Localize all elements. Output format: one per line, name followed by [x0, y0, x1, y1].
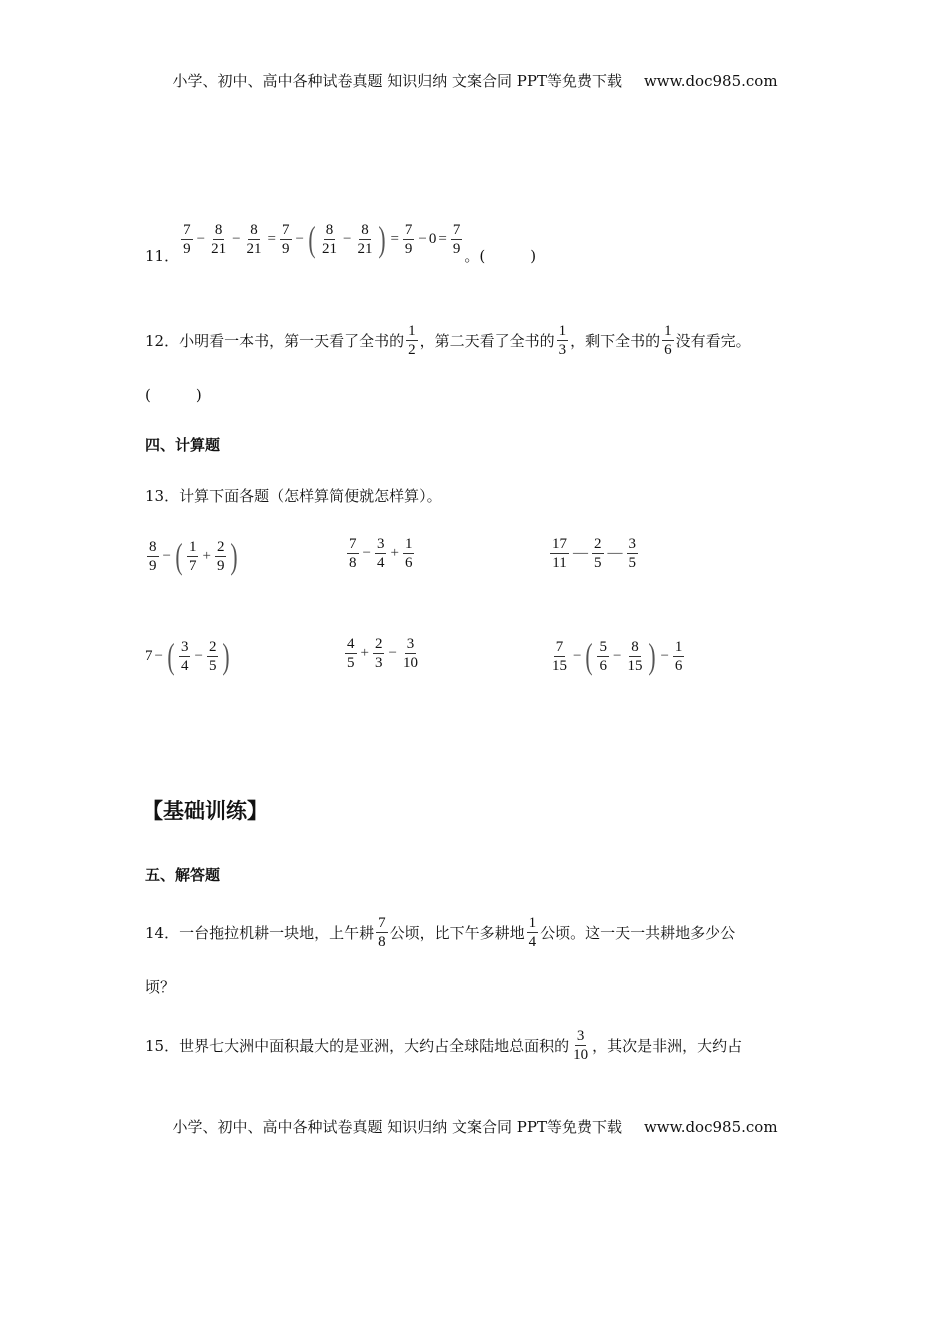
- denominator: 8: [378, 934, 386, 950]
- fraction: [376, 914, 388, 951]
- operator: −: [295, 230, 304, 247]
- numerator: 7: [555, 638, 564, 655]
- denominator: 2: [408, 342, 416, 358]
- denominator: 6: [599, 657, 607, 674]
- question-text: 15．世界七大洲中面积最大的是亚洲，大约占全球陆地总面积的: [145, 1037, 570, 1055]
- denominator: 6: [404, 555, 413, 571]
- fraction: [355, 221, 374, 258]
- operator: −: [232, 230, 241, 247]
- parenthesis: (: [308, 219, 316, 259]
- page-header: [0, 70, 950, 91]
- denominator: 11: [552, 555, 567, 571]
- denominator: 9: [216, 557, 225, 574]
- fraction: [406, 322, 418, 359]
- fraction: [527, 914, 539, 951]
- parenthesis: ): [222, 636, 231, 676]
- operator: −: [194, 647, 203, 664]
- numerator: 2: [208, 638, 217, 655]
- operator: +: [390, 545, 399, 561]
- footer-url[interactable]: www.doc985.com: [643, 1118, 778, 1136]
- question-text: 公顷，比下午多耕地: [389, 924, 525, 942]
- section-heading: 四、计算题: [145, 436, 221, 454]
- header-url[interactable]: www.doc985.com: [643, 72, 778, 90]
- header-text: 小学、初中、高中各种试卷真题 知识归纳 文案合同 PPT等免费下载: [172, 72, 622, 90]
- operator: =: [267, 230, 276, 247]
- question-text: 公顷。这一天一共耕地多少公: [540, 924, 736, 942]
- fraction: [147, 538, 159, 575]
- training-title: 【基础训练】: [142, 799, 268, 823]
- operator: −: [418, 230, 427, 247]
- operator: −: [162, 547, 171, 564]
- math-expression: [345, 535, 416, 572]
- numerator: 8: [325, 221, 334, 238]
- fraction: [557, 322, 569, 359]
- question-text: 顷？: [145, 978, 176, 996]
- operator: +: [360, 645, 369, 661]
- operator: −: [342, 230, 352, 247]
- fraction: [187, 538, 199, 575]
- denominator: 5: [208, 657, 217, 674]
- operator: −: [612, 647, 622, 664]
- numerator: 1: [408, 323, 416, 339]
- fraction: [592, 535, 604, 572]
- fraction: [245, 221, 264, 258]
- parenthesis: ): [648, 636, 657, 676]
- numerator: 1: [664, 323, 672, 339]
- denominator: 5: [594, 555, 602, 571]
- denominator: 4: [376, 555, 385, 571]
- footer-text: 小学、初中、高中各种试卷真题 知识归纳 文案合同 PPT等免费下载: [172, 1118, 622, 1136]
- denominator: 6: [664, 342, 672, 358]
- parenthesis: ): [378, 219, 387, 259]
- math-expression: [145, 535, 240, 577]
- denominator: 3: [374, 655, 383, 671]
- fraction: [403, 535, 415, 572]
- section-heading: 五、解答题: [145, 866, 221, 884]
- operator: −: [660, 647, 669, 664]
- denominator: 9: [452, 240, 461, 257]
- numerator: 3: [180, 638, 189, 655]
- numerator: 7: [282, 221, 290, 238]
- question-12: [145, 322, 751, 359]
- parenthesis: (: [167, 636, 175, 676]
- question-number: 12．: [145, 332, 180, 350]
- fraction: [280, 221, 292, 258]
- question-14: [145, 914, 735, 951]
- numerator: 8: [361, 221, 369, 238]
- question-text: 没有看完。: [675, 332, 751, 350]
- operator: —: [573, 545, 588, 561]
- operator: +: [202, 547, 211, 564]
- fraction: [209, 221, 228, 258]
- denominator: 9: [183, 240, 191, 257]
- fraction: [401, 635, 420, 672]
- operator: =: [390, 230, 399, 247]
- denominator: 21: [357, 240, 373, 257]
- numerator: 3: [576, 1028, 585, 1044]
- math-expression: [179, 218, 464, 260]
- question-text: 14．一台拖拉机耕一块地，上午耕: [145, 924, 375, 942]
- math-expression: [548, 635, 686, 677]
- denominator: 10: [573, 1047, 589, 1063]
- numerator: 3: [628, 536, 636, 552]
- operator: −: [154, 647, 163, 664]
- operator: −: [388, 645, 397, 661]
- numerator: 5: [599, 638, 607, 655]
- numerator: 3: [376, 536, 385, 552]
- denominator: 15: [627, 657, 643, 674]
- fraction: [181, 221, 193, 258]
- question-13: 13．计算下面各题（怎样算简便就怎样算）。: [145, 487, 442, 505]
- parenthesis: ): [230, 536, 239, 576]
- question-text: ，第二天看了全书的: [419, 332, 555, 350]
- fraction: [571, 1027, 590, 1064]
- numerator: 3: [406, 636, 415, 652]
- numerator: 8: [250, 221, 258, 238]
- denominator: 8: [349, 555, 357, 571]
- fraction: [215, 538, 227, 575]
- fraction: [179, 638, 191, 675]
- fraction: [345, 635, 357, 672]
- fraction: [347, 535, 359, 572]
- operator: =: [438, 230, 447, 247]
- denominator: 15: [552, 657, 567, 674]
- denominator: 21: [246, 240, 262, 257]
- fraction: [550, 535, 569, 572]
- fraction: [451, 221, 463, 258]
- fraction: [673, 638, 685, 675]
- fraction: [597, 638, 609, 675]
- numerator: 1: [674, 638, 683, 655]
- fraction: [320, 221, 339, 258]
- denominator: 4: [528, 934, 537, 950]
- answer-blank: 。( ): [464, 247, 537, 265]
- numerator: 7: [404, 221, 413, 238]
- numerator: 8: [214, 221, 223, 238]
- denominator: 9: [282, 240, 290, 257]
- denominator: 21: [321, 240, 337, 257]
- denominator: 5: [347, 655, 355, 671]
- denominator: 10: [402, 655, 418, 671]
- denominator: 4: [180, 657, 189, 674]
- question-text: 小明看一本书，第一天看了全书的: [179, 332, 405, 350]
- numerator: 2: [374, 636, 383, 652]
- fraction: [207, 638, 219, 675]
- fraction: [662, 322, 674, 359]
- numerator: 8: [631, 638, 639, 655]
- fraction: [625, 638, 644, 675]
- denominator: 6: [674, 657, 683, 674]
- numerator: 1: [404, 536, 413, 552]
- numerator: 7: [378, 915, 386, 931]
- fraction: [627, 535, 639, 572]
- numerator: 2: [594, 536, 602, 552]
- fraction: [550, 638, 569, 675]
- question-text: ，剩下全书的: [570, 332, 661, 350]
- numerator: 17: [552, 536, 567, 552]
- question-15: [145, 1027, 742, 1064]
- operator: −: [573, 647, 582, 664]
- question-11: [145, 218, 537, 265]
- parenthesis: (: [585, 636, 594, 676]
- numerator: 1: [188, 538, 197, 555]
- numerator: 7: [452, 221, 461, 238]
- numerator: 7: [183, 221, 191, 238]
- denominator: 21: [211, 240, 227, 257]
- denominator: 7: [188, 557, 197, 574]
- denominator: 3: [558, 342, 567, 358]
- question-number: 11．: [145, 247, 180, 265]
- math-expression: [145, 635, 232, 677]
- number: 7: [145, 647, 153, 664]
- math-expression: [548, 535, 640, 572]
- numerator: 7: [349, 536, 357, 552]
- numerator: 1: [528, 915, 537, 931]
- fraction: [403, 221, 415, 258]
- parenthesis: (: [175, 536, 183, 576]
- question-text: ，其次是非洲，大约占: [592, 1037, 743, 1055]
- numerator: 2: [216, 538, 225, 555]
- numerator: 1: [558, 323, 567, 339]
- denominator: 9: [404, 240, 413, 257]
- fraction: [375, 535, 387, 572]
- fraction: [373, 635, 385, 672]
- numerator: 4: [347, 636, 355, 652]
- page-footer: [0, 1116, 950, 1137]
- answer-blank: ( ): [145, 386, 202, 404]
- denominator: 9: [149, 557, 157, 574]
- operator: −: [362, 545, 371, 561]
- number: 0: [428, 230, 437, 247]
- math-expression: [343, 635, 422, 672]
- operator: −: [196, 230, 206, 247]
- numerator: 8: [149, 538, 157, 555]
- operator: —: [607, 545, 623, 561]
- denominator: 5: [628, 555, 636, 571]
